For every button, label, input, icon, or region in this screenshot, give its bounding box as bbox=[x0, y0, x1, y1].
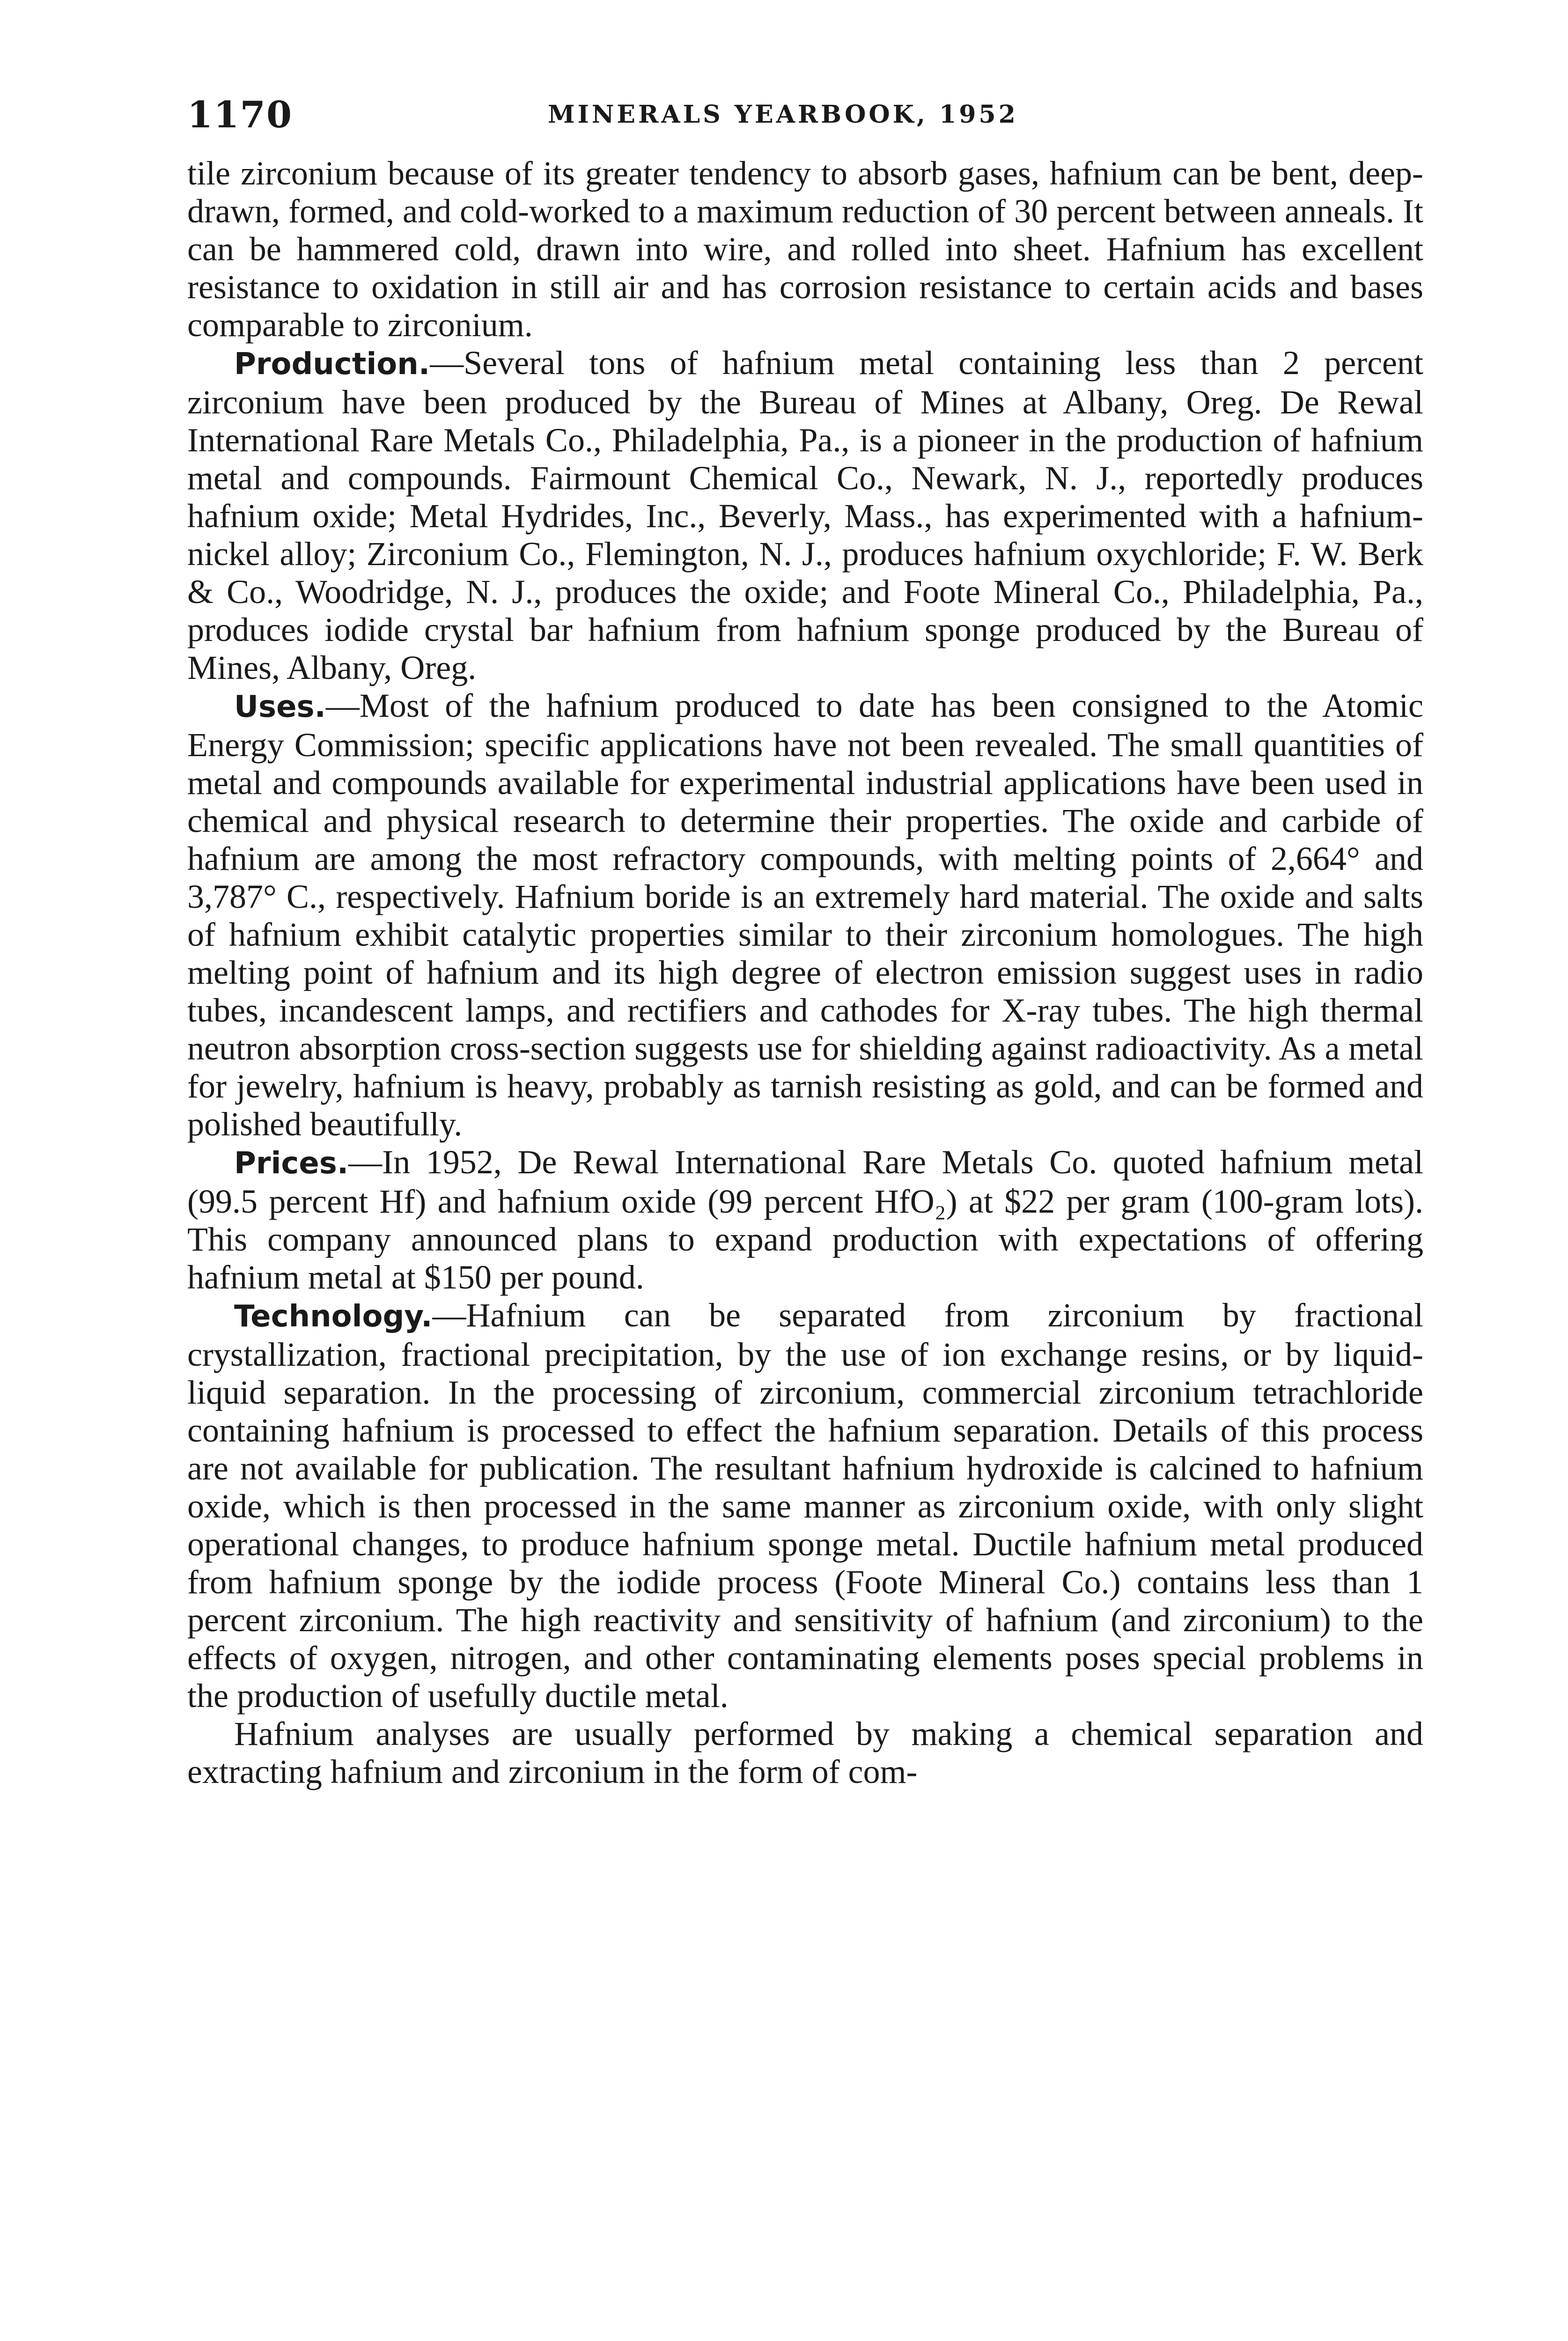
paragraph-technology bbox=[187, 1296, 1423, 1715]
section-heading-uses: Uses. bbox=[234, 690, 326, 724]
paragraph-analyses: Hafnium analyses are usually performed by making a chemical separation and extracting hafnium and zirconium in the form of com- bbox=[187, 1715, 1423, 1790]
journal-title: MINERALS YEARBOOK, 1952 bbox=[548, 100, 1018, 129]
paragraph-production-text: —Several tons of hafnium metal containing less than 2 percent zirconium have been produced by the Bureau of Mines at Albany, Oreg. De Rewal International Rare Metals Co., Philadelphia, Pa., is a pioneer in the production of hafnium metal and compounds. Fairmount Chemical Co., Newark, N. J., reportedly produces hafnium oxide; Metal Hydrides, Inc., Beverly, Mass., has experimented with a hafnium-nickel alloy; Zirconium Co., Flemington, N. J., produces hafnium oxychloride; F. W. Berk & Co., Woodridge, N. J., produces the oxide; and Foote Mineral Co., Philadelphia, Pa., produces iodide crystal bar hafnium from hafnium sponge produced by the Bureau of Mines, Albany, Oreg. bbox=[187, 344, 1423, 686]
section-heading-production: Production. bbox=[234, 347, 430, 382]
paragraph-uses bbox=[187, 687, 1423, 1143]
paragraph-intro: tile zirconium because of its greater tendency to absorb gases, hafnium can be bent, deep-drawn, formed, and cold-worked to a maximum reduction of 30 percent between anneals. It can be hammered cold, drawn into wire, and rolled into sheet. Hafnium has excellent resistance to oxidation in still air and has corrosion resistance to certain acids and bases comparable to zirconium. bbox=[187, 155, 1423, 344]
paragraph-prices-text: —In 1952, De Rewal International Rare Metals Co. quoted hafnium metal (99.5 percent Hf) and hafnium oxide (99 percent HfO₂) at $22 per gram (100-gram lots). This company announced plans to expand production with expectations of offering hafnium metal at $150 per pound. bbox=[187, 1143, 1423, 1296]
paragraph-production bbox=[187, 344, 1423, 687]
section-heading-prices: Prices. bbox=[234, 1146, 349, 1181]
paragraph-uses-text: —Most of the hafnium produced to date has been consigned to the Atomic Energy Commission; specific applications have not been revealed. The small quantities of metal and compounds available for experimental industrial applications have been used in chemical and physical research to determine their properties. The oxide and carbide of hafnium are among the most refractory compounds, with melting points of 2,664° and 3,787° C., respectively. Hafnium boride is an extremely hard material. The oxide and salts of hafnium exhibit catalytic properties similar to their zirconium homologues. The high melting point of hafnium and its high degree of electron emission suggest uses in radio tubes, incandescent lamps, and rectifiers and cathodes for X-ray tubes. The high thermal neutron absorption cross-section suggests use for shielding against radioactivity. As a metal for jewelry, hafnium is heavy, probably as tarnish resisting as gold, and can be formed and polished beautifully. bbox=[187, 687, 1423, 1143]
section-heading-technology: Technology. bbox=[234, 1299, 433, 1334]
paragraph-technology-text: —Hafnium can be separated from zirconium by fractional crystallization, fractional precipitation, by the use of ion exchange resins, or by liquid-liquid separation. In the processing of zirconium, commercial zirconium tetrachloride containing hafnium is processed to effect the hafnium separation. Details of this process are not available for publication. The resultant hafnium hydroxide is calcined to hafnium oxide, which is then processed in the same manner as zirconium oxide, with only slight operational changes, to produce hafnium sponge metal. Ductile hafnium metal produced from hafnium sponge by the iodide process (Foote Mineral Co.) contains less than 1 percent zirconium. The high reactivity and sensitivity of hafnium (and zirconium) to the effects of oxygen, nitrogen, and other contaminating elements poses special problems in the production of usefully ductile metal. bbox=[187, 1296, 1423, 1715]
document-page bbox=[187, 94, 1423, 1791]
body-text bbox=[187, 155, 1423, 1791]
page-number: 1170 bbox=[187, 94, 293, 136]
paragraph-prices bbox=[187, 1143, 1423, 1296]
running-head bbox=[187, 94, 1423, 155]
